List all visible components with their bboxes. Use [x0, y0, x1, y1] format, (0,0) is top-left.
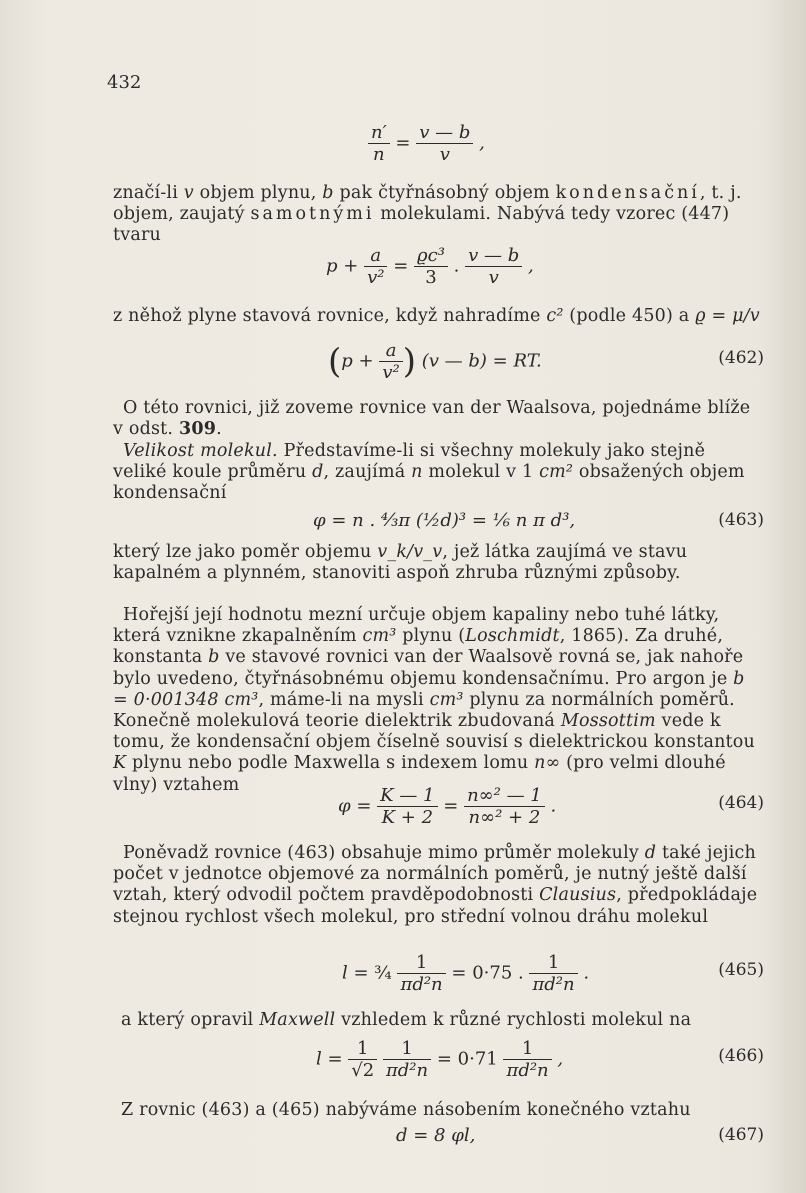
frac-K: $\frac{K — 1}{K + 2}$: [377, 785, 437, 828]
frac-466-a: $\frac{1}{\text{πd²n}}$: [383, 1038, 431, 1081]
frac-n-ratio: $\frac{n'}{n}$: [368, 122, 390, 165]
equation-462: (p + $\frac{a}{\text{v²}}$ ) (v — b) = RT.: [328, 340, 542, 383]
frac-a-v2-462: $\frac{a}{\text{v²}}$: [379, 340, 402, 383]
paragraph-1: značí-li v objem plynu, b pak čtyřnásobný objem kondensační, t. j. objem, zaujatý samotnými molekulami. Nabývá tedy vzorec (447) tvaru: [113, 183, 742, 246]
frac-465-b: $\frac{1}{\text{πd²n}}$: [529, 952, 577, 995]
equation-464: φ = $\frac{K — 1}{K + 2}$ = $\frac{\text{n∞² — 1}}{\text{n∞² + 2}}$ .: [338, 785, 557, 828]
paragraph-8: a který opravil Maxwell vzhledem k různé rychlosti molekul na: [121, 1010, 692, 1030]
equation-number-464: (464): [718, 793, 764, 813]
equation-466: l = $\frac{1}{√2}$ $\frac{1}{\text{πd²n}}$ = 0·71 $\frac{1}{\text{πd²n}}$ ,: [316, 1038, 564, 1081]
equation-number-467: (467): [718, 1125, 764, 1145]
frac-a-v2: $\frac{a}{\text{v²}}$: [364, 245, 387, 288]
frac-465-a: $\frac{1}{\text{πd²n}}$: [397, 952, 445, 995]
paragraph-7: Poněvadž rovnice (463) obsahuje mimo průměr molekuly d také jejich počet v jednotce objemové za normálních poměrů, je nutný ještě další vztah, který odvodil počtem pravděpodobnosti Clausius, předpokládaje stejnou rychlost všech molekul, pro střední volnou dráhu molekul: [113, 843, 758, 927]
equation-465: l = ¾ $\frac{1}{\text{πd²n}}$ = 0·75 . $\frac{1}{\text{πd²n}}$ .: [342, 952, 590, 995]
frac-466-b: $\frac{1}{\text{πd²n}}$: [503, 1038, 551, 1081]
frac-466-sqrt: $\frac{1}{√2}$: [348, 1038, 377, 1081]
frac-n-inf: $\frac{\text{n∞² — 1}}{\text{n∞² + 2}}$: [464, 785, 545, 828]
equation-463: φ = n . ⁴⁄₃π (½d)³ = ⅙ n π d³,: [313, 510, 576, 531]
page-number: 432: [107, 72, 142, 93]
paragraph-9: Z rovnic (463) a (465) nabýváme násobením konečného vztahu: [121, 1100, 691, 1120]
equation-number-466: (466): [718, 1046, 764, 1066]
equation-pressure: p + $\frac{a}{\text{v²}}$ = $\frac{\text{ϱc³}}{3}$ . $\frac{v — b}{v}$ ,: [326, 245, 534, 288]
paragraph-2: z něhož plyne stavová rovnice, když nahradíme c² (podle 450) a ϱ = μ/v: [113, 306, 760, 326]
equation-nprime: $\frac{n'}{n}$ = $\frac{v — b}{v}$ ,: [368, 122, 485, 165]
equation-number-463: (463): [718, 510, 764, 530]
equation-467: d = 8 φl,: [396, 1125, 476, 1146]
paragraph-3: O této rovnici, již zoveme rovnice van der Waalsova, pojednáme blíže v odst. 309.: [113, 398, 751, 440]
section-heading: Velikost molekul.: [123, 441, 278, 461]
paragraph-5: který lze jako poměr objemu v_k/v_v, jež látka zaujímá ve stavu kapalném a plynném, stanoviti aspoň zhruba různými způsoby.: [113, 542, 688, 584]
frac-rho-c3: $\frac{\text{ϱc³}}{3}$: [414, 245, 448, 288]
paragraph-4: Velikost molekul. Představíme-li si všechny molekuly jako stejně veliké koule průměru d, zaujímá n molekul v 1 cm² obsažených objem kondensační: [113, 441, 745, 504]
paragraph-6: Hořejší její hodnotu mezní určuje objem kapaliny nebo tuhé látky, která vznikne zkapalněním cm³ plynu (Loschmidt, 1865). Za druhé, konstanta b ve stavové rovnici van der Waalsově rovná se, jak nahoře bylo uvedeno, čtyřnásobnému objemu kondensačnímu. Pro argon je b = 0·001348 cm³, máme-li na mysli cm³ plynu za normálních poměrů. Konečně molekulová teorie dielektrik zbudovaná Mossottim vede k tomu, že kondensační objem číselně souvisí s dielektrickou konstantou K plynu nebo podle Maxwella s indexem lomu n∞ (pro velmi dlouhé vlny) vztahem: [113, 605, 755, 795]
frac-vb-v: $\frac{v — b}{v}$: [465, 245, 522, 288]
equation-number-465: (465): [718, 960, 764, 980]
equation-number-462: (462): [718, 348, 764, 368]
frac-v-ratio: $\frac{v — b}{v}$: [416, 122, 473, 165]
